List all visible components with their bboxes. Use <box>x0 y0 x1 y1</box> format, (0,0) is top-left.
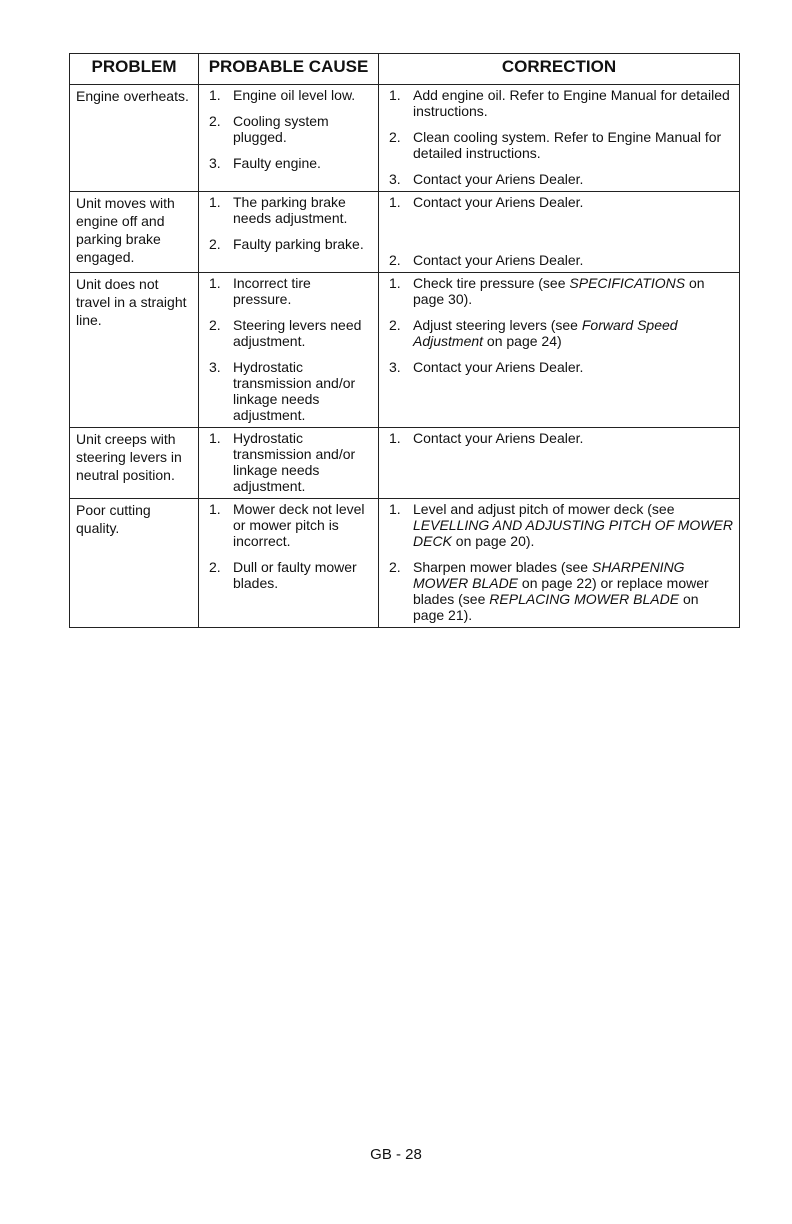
correction-item: 2. Clean cooling system. Refer to Engine Manual for detailed instructions. <box>389 129 722 161</box>
cause-item: 1. Mower deck not level or mower pitch is incorrect. <box>209 501 365 549</box>
cause-item: 2. Faulty parking brake. <box>209 236 364 252</box>
table-body <box>70 85 740 628</box>
correction-cell <box>379 192 740 273</box>
cause-item: 3. Hydrostatic transmission and/or linkage needs adjustment. <box>209 359 356 423</box>
problem-cell: Engine overheats. <box>70 85 199 192</box>
cause-cell <box>199 428 379 499</box>
correction-item: 1. Check tire pressure (see SPECIFICATIONS on page 30). <box>389 275 705 307</box>
cause-item: 1. The parking brake needs adjustment. <box>209 194 348 226</box>
cause-item: 1. Engine oil level low. <box>209 87 356 103</box>
correction-item: 2. Contact your Ariens Dealer. <box>389 252 584 268</box>
page-number: GB - 28 <box>370 1146 422 1163</box>
cause-item: 2. Cooling system plugged. <box>209 113 329 145</box>
problem-cell: Unit moves with engine off and parking brake engaged. <box>70 192 199 273</box>
correction-item: 1. Contact your Ariens Dealer. <box>389 194 584 210</box>
correction-item: 1. Level and adjust pitch of mower deck (see LEVELLING AND ADJUSTING PITCH OF MOWER DECK on page 20). <box>389 501 733 549</box>
correction-item: 1. Contact your Ariens Dealer. <box>389 430 584 446</box>
header-problem: PROBLEM <box>70 54 199 85</box>
correction-item: 1. Add engine oil. Refer to Engine Manual for detailed instructions. <box>389 87 730 119</box>
correction-item: 2. Sharpen mower blades (see SHARPENING MOWER BLADE on page 22) or replace mower blades (see REPLACING MOWER BLADE on page 21). <box>389 559 709 623</box>
cause-cell <box>199 192 379 273</box>
cause-item: 3. Faulty engine. <box>209 155 321 171</box>
table-row <box>70 499 740 628</box>
cause-cell <box>199 85 379 192</box>
correction-cell <box>379 273 740 428</box>
problem-cell: Unit creeps with steering levers in neutral position. <box>70 428 199 499</box>
cause-item: 1. Hydrostatic transmission and/or linkage needs adjustment. <box>209 430 356 494</box>
correction-item: 3. Contact your Ariens Dealer. <box>389 171 584 187</box>
problem-cell: Poor cutting quality. <box>70 499 199 628</box>
table-row <box>70 192 740 273</box>
header-correction: CORRECTION <box>379 54 740 85</box>
header-row <box>70 54 740 85</box>
reference-specifications: SPECIFICATIONS <box>569 275 686 291</box>
troubleshooting-table <box>69 53 740 628</box>
reference-sharpening-blade: SHARPENING MOWER BLADE <box>413 559 685 591</box>
problem-cell: Unit does not travel in a straight line. <box>70 273 199 428</box>
correction-item: 3. Contact your Ariens Dealer. <box>389 359 584 375</box>
reference-forward-speed: Forward Speed Adjustment <box>413 317 678 349</box>
table-row <box>70 85 740 192</box>
cause-item: 2. Dull or faulty mower blades. <box>209 559 357 591</box>
cause-cell <box>199 499 379 628</box>
reference-replacing-blade: REPLACING MOWER BLADE <box>489 591 680 607</box>
correction-cell <box>379 85 740 192</box>
cause-item: 1. Incorrect tire pressure. <box>209 275 311 307</box>
reference-levelling-deck: LEVELLING AND ADJUSTING PITCH OF MOWER DECK <box>413 517 733 549</box>
table-row <box>70 428 740 499</box>
cause-cell <box>199 273 379 428</box>
correction-item: 2. Adjust steering levers (see Forward Speed Adjustment on page 24) <box>389 317 678 349</box>
correction-cell <box>379 499 740 628</box>
cause-item: 2. Steering levers need adjustment. <box>209 317 362 349</box>
table-row <box>70 273 740 428</box>
header-probable-cause: PROBABLE CAUSE <box>199 54 379 85</box>
correction-cell <box>379 428 740 499</box>
